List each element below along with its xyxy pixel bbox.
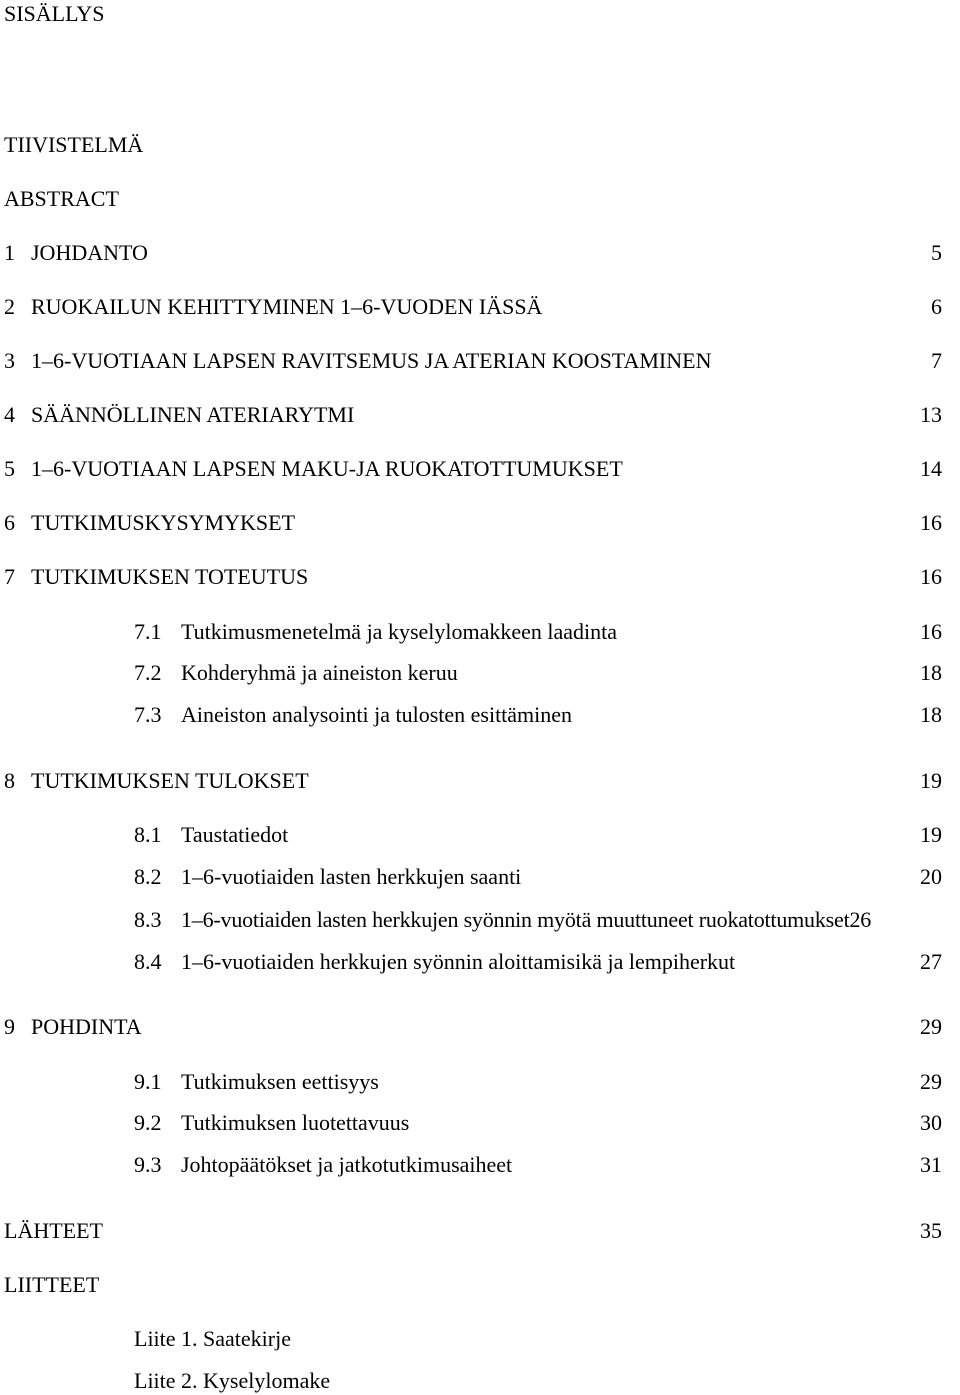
toc-entry-number: 8.4 bbox=[134, 949, 162, 974]
toc-entry bbox=[0, 563, 942, 591]
toc-entry-page: 16 bbox=[920, 619, 942, 644]
toc-entry-number: 8.1 bbox=[134, 822, 162, 847]
toc-entry-title: TUTKIMUKSEN TOTEUTUS bbox=[31, 564, 309, 589]
toc-front-abstract: ABSTRACT bbox=[4, 186, 119, 211]
toc-entry-title: 1–6-vuotiaiden lasten herkkujen syönnin myötä muuttuneet ruokatottumukset26 bbox=[181, 907, 872, 932]
toc-entry-title: LIITTEET bbox=[4, 1272, 100, 1297]
toc-entry-title: TUTKIMUSKYSYMYKSET bbox=[31, 510, 296, 535]
toc-entry-number: 9.2 bbox=[134, 1110, 162, 1135]
toc-entry-title: POHDINTA bbox=[31, 1014, 142, 1039]
toc-entry-title: Tutkimuksen luotettavuus bbox=[181, 1110, 410, 1135]
page-title: SISÄLLYS bbox=[4, 1, 105, 26]
toc-entry-number: 4 bbox=[4, 402, 15, 427]
toc-entry-page: 16 bbox=[920, 564, 942, 589]
toc-entry-page: 30 bbox=[920, 1110, 942, 1135]
toc-entry-page: 31 bbox=[920, 1152, 942, 1177]
toc-entry-page: 35 bbox=[920, 1218, 942, 1243]
toc-entry-page: 16 bbox=[920, 510, 942, 535]
toc-entry-page: 29 bbox=[920, 1014, 942, 1039]
toc-subentry bbox=[0, 821, 942, 849]
toc-entry-title: 1–6-vuotiaiden herkkujen syönnin aloittamisikä ja lempiherkut bbox=[181, 949, 736, 974]
toc-entry-number: 9 bbox=[4, 1014, 15, 1039]
toc-subentry bbox=[0, 1151, 942, 1179]
toc-entry-number: 7.2 bbox=[134, 660, 162, 685]
toc-entry-number: 8.2 bbox=[134, 864, 162, 889]
toc-entry bbox=[0, 509, 942, 537]
toc-entry-title: Taustatiedot bbox=[181, 822, 289, 847]
toc-entry-references bbox=[0, 1217, 942, 1245]
toc-entry bbox=[0, 293, 942, 321]
toc-entry-number: 9.1 bbox=[134, 1069, 162, 1094]
toc-subentry bbox=[0, 906, 956, 934]
toc-entry-page: 6 bbox=[931, 294, 942, 319]
toc-entry-page: 18 bbox=[920, 702, 942, 727]
toc-entry-page: 7 bbox=[931, 348, 942, 373]
toc-entry-number: 5 bbox=[4, 456, 15, 481]
toc-entry-title: Tutkimusmenetelmä ja kyselylomakkeen laadinta bbox=[181, 619, 618, 644]
toc-entry bbox=[0, 455, 942, 483]
toc-entry-number: 2 bbox=[4, 294, 15, 319]
toc-entry-number: 6 bbox=[4, 510, 15, 535]
toc-entry-title: 1–6-vuotiaiden lasten herkkujen saanti bbox=[181, 864, 522, 889]
toc-entry bbox=[0, 401, 942, 429]
toc-entry-number: 7 bbox=[4, 564, 15, 589]
toc-subentry bbox=[0, 1068, 942, 1096]
toc-entry-page: 18 bbox=[920, 660, 942, 685]
toc-entry-page: 5 bbox=[931, 240, 942, 265]
toc-entry-title: SÄÄNNÖLLINEN ATERIARYTMI bbox=[31, 402, 355, 427]
toc-entry-number: 9.3 bbox=[134, 1152, 162, 1177]
toc-entry-page: 14 bbox=[920, 456, 942, 481]
toc-subentry bbox=[0, 948, 942, 976]
toc-entry bbox=[0, 767, 942, 795]
toc-entry-title: Kohderyhmä ja aineiston keruu bbox=[181, 660, 458, 685]
toc-subentry bbox=[0, 863, 942, 891]
toc-entry-number: 7.1 bbox=[134, 619, 162, 644]
toc-entry-page: 20 bbox=[920, 864, 942, 889]
toc-entry-number: 8.3 bbox=[134, 907, 162, 932]
toc-entry-title: 1–6-VUOTIAAN LAPSEN RAVITSEMUS JA ATERIAN KOOSTAMINEN bbox=[31, 348, 712, 373]
appendix-item: Liite 1. Saatekirje bbox=[134, 1326, 291, 1351]
toc-entry bbox=[0, 347, 942, 375]
toc-entry-title: Tutkimuksen eettisyys bbox=[181, 1069, 379, 1094]
toc-entry-number: 8 bbox=[4, 768, 15, 793]
toc-subentry bbox=[0, 618, 942, 646]
toc-entry-title: RUOKAILUN KEHITTYMINEN 1–6-VUODEN IÄSSÄ bbox=[31, 294, 543, 319]
toc-entry-number: 3 bbox=[4, 348, 15, 373]
appendix-item: Liite 2. Kyselylomake bbox=[134, 1368, 331, 1393]
toc-entry-title: Johtopäätökset ja jatkotutkimusaiheet bbox=[181, 1152, 513, 1177]
toc-entry-title: LÄHTEET bbox=[4, 1218, 103, 1243]
toc-entry-page: 19 bbox=[920, 768, 942, 793]
toc-entry bbox=[0, 239, 942, 267]
toc-entry-page: 27 bbox=[920, 949, 942, 974]
toc-entry-appendices bbox=[0, 1271, 942, 1299]
toc-entry-page: 13 bbox=[920, 402, 942, 427]
toc-entry-number: 7.3 bbox=[134, 702, 162, 727]
toc-subentry bbox=[0, 659, 942, 687]
toc-subentry bbox=[0, 1109, 942, 1137]
toc-entry-page: 29 bbox=[920, 1069, 942, 1094]
toc-entry-title: JOHDANTO bbox=[31, 240, 148, 265]
toc-entry-page: 19 bbox=[920, 822, 942, 847]
toc-entry-title: TUTKIMUKSEN TULOKSET bbox=[31, 768, 309, 793]
toc-entry-title: 1–6-VUOTIAAN LAPSEN MAKU-JA RUOKATOTTUMUKSET bbox=[31, 456, 623, 481]
toc-front-tiivistelma: TIIVISTELMÄ bbox=[4, 132, 144, 157]
toc-entry-number: 1 bbox=[4, 240, 15, 265]
toc-entry-title: Aineiston analysointi ja tulosten esittäminen bbox=[181, 702, 573, 727]
toc-entry bbox=[0, 1013, 942, 1041]
toc-subentry bbox=[0, 701, 942, 729]
